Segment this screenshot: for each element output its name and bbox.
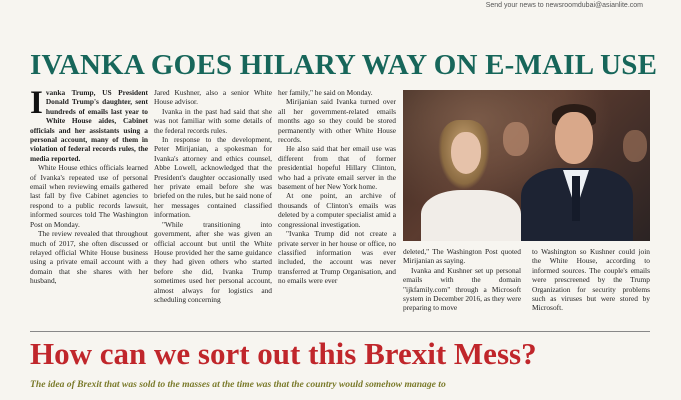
- paragraph: The review revealed that throughout much of 2017, she often discussed or relayed official White House business using a private email account with a domain that she shares with her husband,: [30, 229, 148, 286]
- background-person: [623, 130, 647, 162]
- paragraph: Ivanka in the past had said that she was not familiar with some details of the federal records rules.: [154, 106, 272, 135]
- paragraph: In response to the development, Peter Mirijanian, a spokesman for Ivanka's attorney and ethics counsel, Abbe Lowell, acknowledged that the President's daughter occasionally used her private email before she was briefed on the rules, but he said none of her messages contained classified information.: [154, 135, 272, 220]
- drop-cap: I: [30, 88, 43, 121]
- page-header: [0, 0, 681, 30]
- article-column-5: [532, 247, 650, 324]
- paragraph: Mirijanian said Ivanka turned over all her government-related emails months ago so they could be stored permanently with other White House records.: [278, 97, 396, 145]
- lead-paragraph: [30, 88, 148, 163]
- article-body: [30, 88, 650, 324]
- man-tie: [572, 176, 580, 221]
- woman-figure: [421, 190, 521, 241]
- article-headline: IVANKA GOES HILARY WAY ON E-MAIL USE: [30, 49, 658, 81]
- background-person: [503, 122, 529, 156]
- second-article-standfirst: The idea of Brexit that was sold to the masses at the time was that the country would somehow manage to: [30, 379, 446, 390]
- news-submission-note: Send your news to newsroomdubai@asianlite.com: [485, 2, 643, 9]
- second-article-headline: How can we sort out this Brexit Mess?: [30, 336, 537, 371]
- article-column-2: [154, 88, 272, 324]
- article-column-1: [30, 88, 148, 324]
- paragraph: "Ivanka Trump did not create a private server in her house or office, no classified information was ever included, the account was never transferred at Trump Organisation, and no emails were ever: [278, 229, 396, 286]
- article-column-4: [403, 247, 521, 324]
- paragraph: deleted," The Washington Post quoted Mirijanian as saying.: [403, 247, 521, 266]
- paragraph: "While transitioning into government, after she was given an official account but until the White House provided her the same guidance they had given others who started before she did, Ivanka Trump sometimes used her personal account, almost always for logistics and scheduling concerning: [154, 219, 272, 304]
- article-column-3: [278, 88, 396, 324]
- paragraph: White House ethics officials learned of Ivanka's repeated use of personal email when reviewing emails gathered last fall by five Cabinet agencies to respond to a public records lawsuit, informed sources told The Washington Post on Monday.: [30, 163, 148, 229]
- paragraph: Ivanka and Kushner set up personal emails with the domain "ijkfamily.com" through a Microsoft system in December 2016, as they were preparing to move: [403, 265, 521, 313]
- paragraph: to Washington so Kushner could join the White House, according to informed sources. The couple's emails were prescreened by the Trump Organization for security problems such as viruses but were stored by Microsoft.: [532, 247, 650, 313]
- paragraph: At one point, an archive of thousands of Clinton's emails was deleted by a computer specialist amid a congressional investigation.: [278, 191, 396, 229]
- paragraph: Jared Kushner, also a senior White House advisor.: [154, 88, 272, 107]
- article-photo: [403, 90, 650, 241]
- section-divider: [30, 331, 650, 332]
- woman-face: [451, 132, 481, 174]
- lead-text: vanka Trump, US President Donald Trump's daughter, sent hundreds of emails last year to White House aides, Cabinet officials and her assistants using a personal account, many of them in violation of federal records rules, the media reported.: [30, 88, 148, 163]
- man-face: [555, 112, 593, 164]
- paragraph: her family," he said on Monday.: [278, 88, 373, 97]
- paragraph: He also said that her email use was different from that of former presidential hopeful Hillary Clinton, who had a private email server in the basement of her New York home.: [278, 144, 396, 192]
